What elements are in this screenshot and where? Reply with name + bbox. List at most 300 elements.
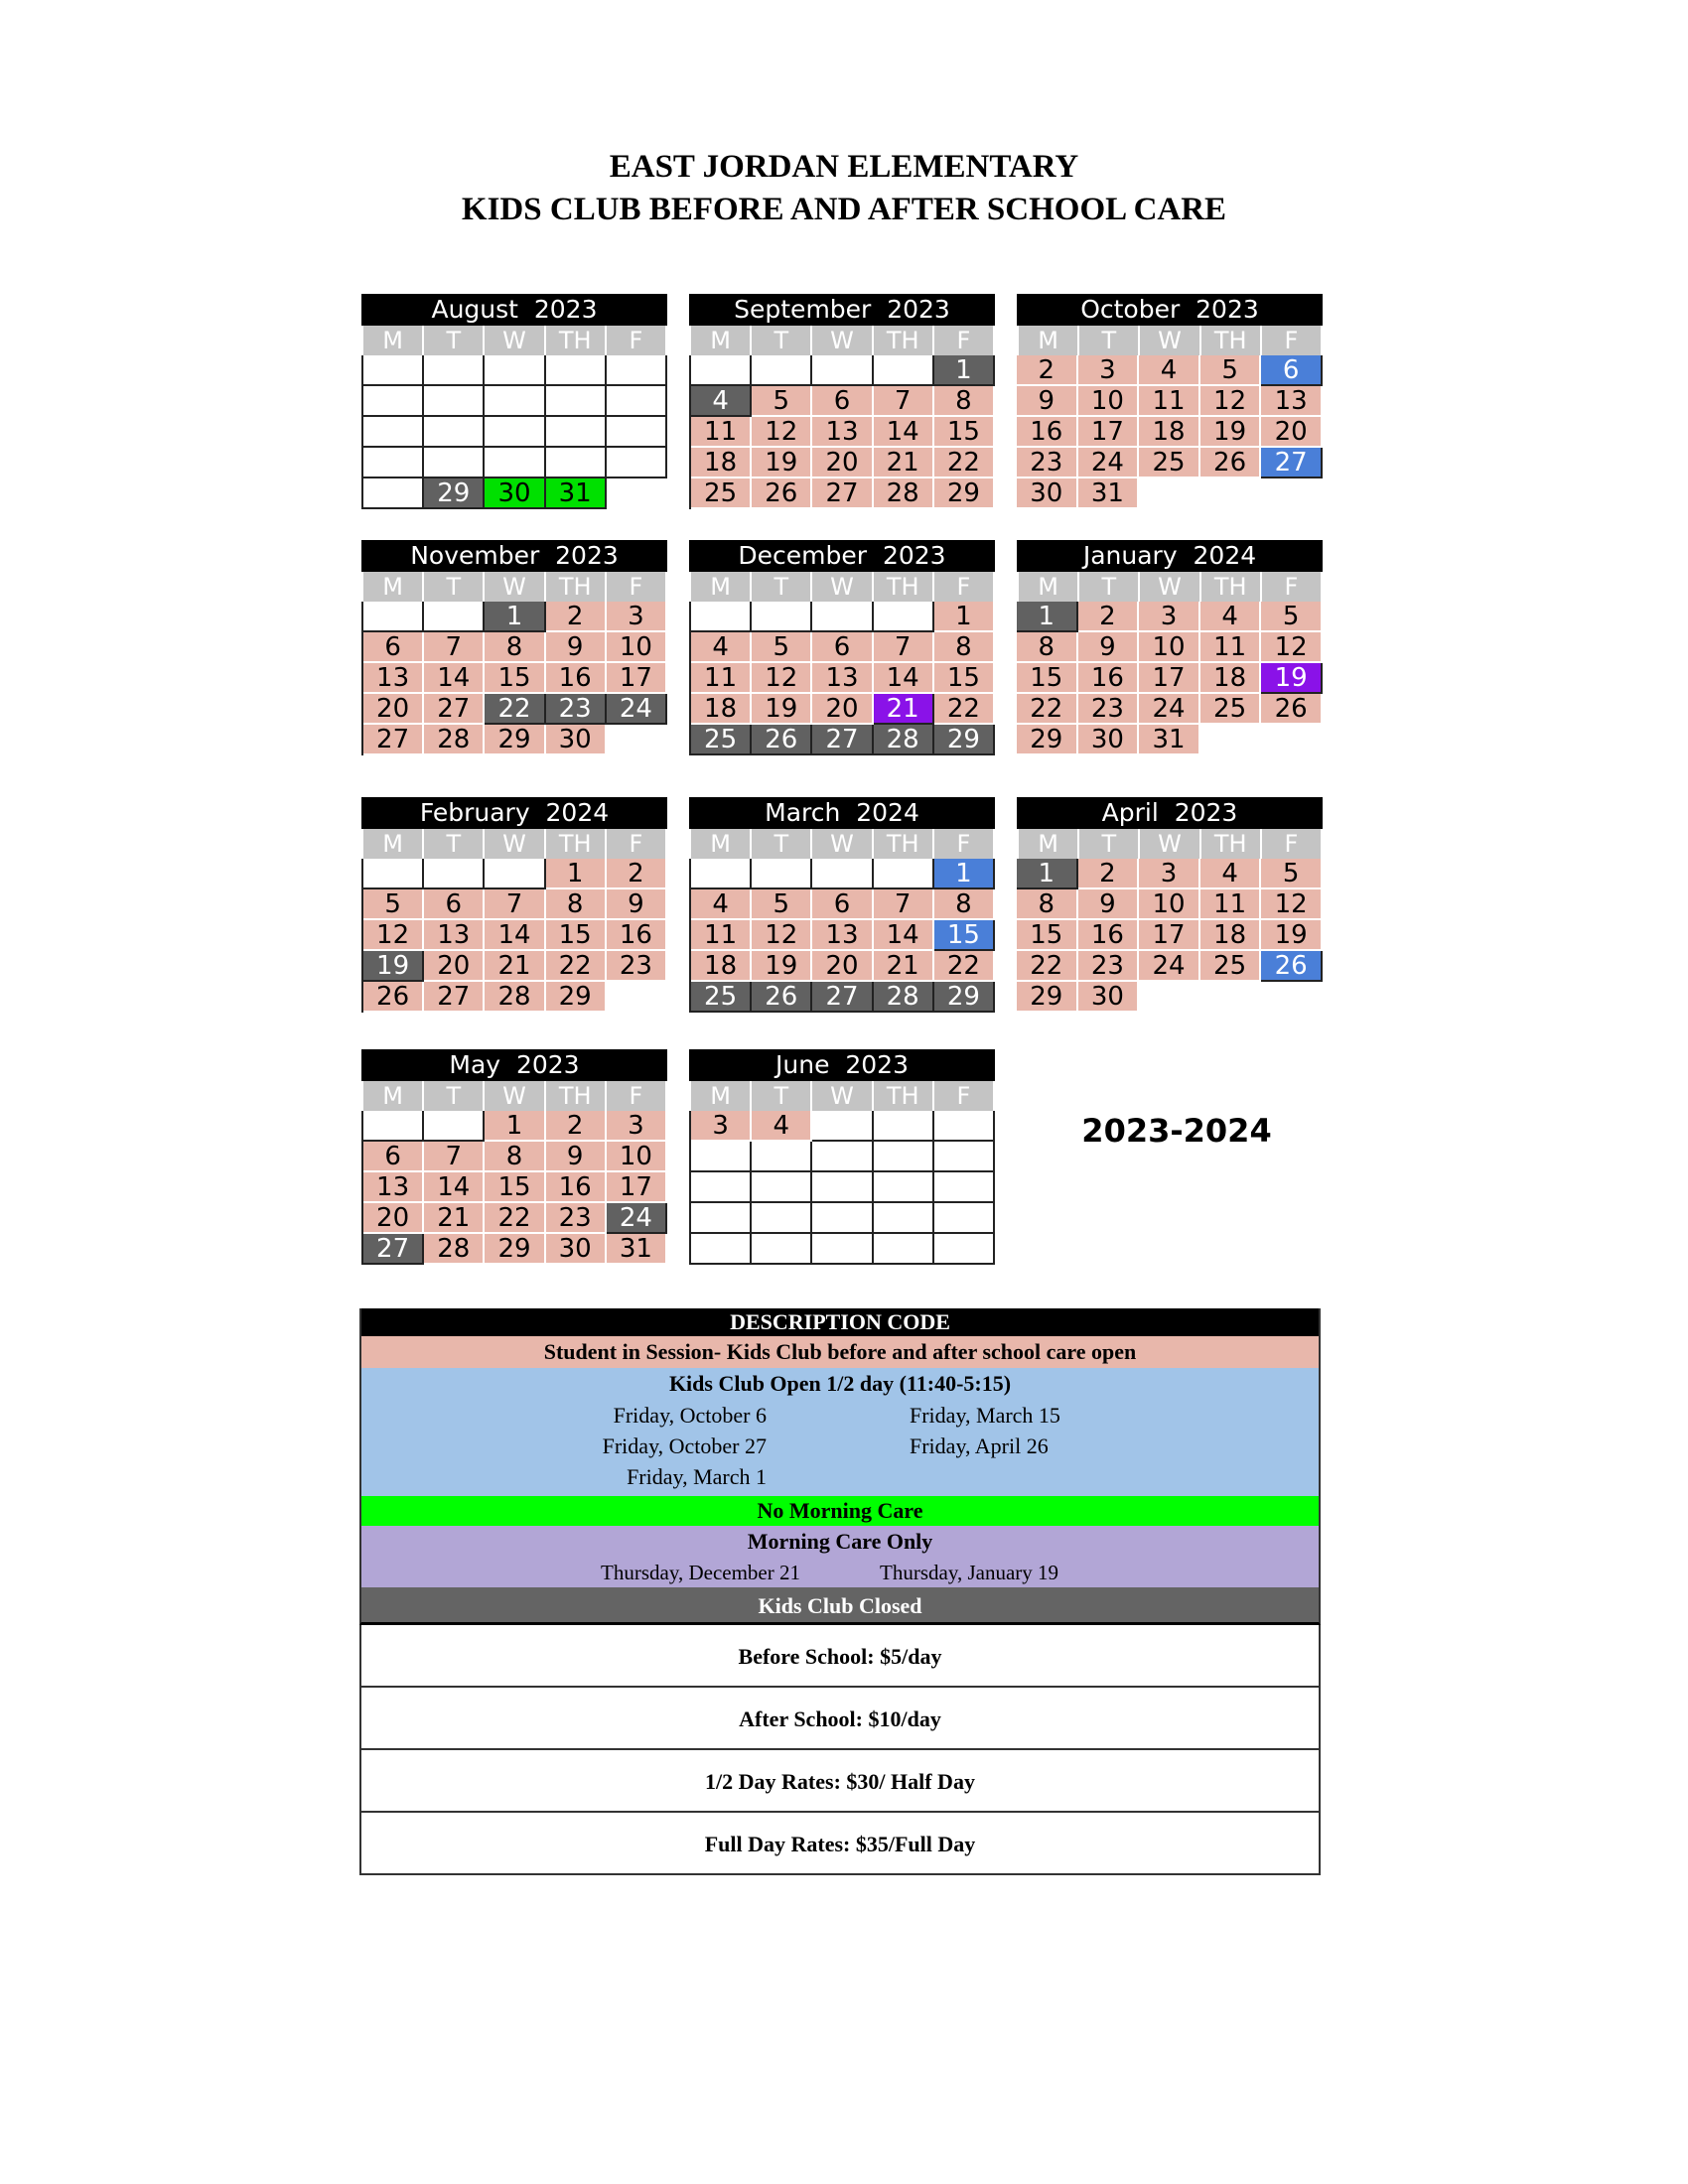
day-cell: 5 (752, 889, 812, 920)
weekday-label: T (424, 1081, 485, 1111)
legend-half-day (359, 1368, 1321, 1496)
day-cell: 14 (424, 663, 485, 694)
day-cell: 20 (812, 694, 873, 725)
empty-day-cell (934, 1172, 995, 1203)
day-cell: 9 (1078, 889, 1140, 920)
day-cell: 10 (1139, 889, 1200, 920)
weekday-label: W (812, 1081, 873, 1111)
day-grid (361, 355, 667, 509)
empty-day-cell (607, 386, 667, 417)
month-title: August 2023 (361, 294, 667, 326)
empty-day-cell (691, 1203, 752, 1234)
weekday-label: M (691, 572, 752, 602)
weekday-label: T (424, 572, 485, 602)
weekday-label: F (934, 829, 995, 859)
day-cell: 20 (363, 1203, 424, 1234)
legend-heading: DESCRIPTION CODE (359, 1308, 1321, 1336)
empty-day-cell (424, 355, 485, 386)
empty-day-cell (546, 417, 607, 448)
day-cell: 16 (1017, 417, 1078, 448)
day-cell: 17 (1139, 920, 1200, 951)
weekday-label: M (1019, 829, 1079, 859)
day-cell: 19 (1261, 920, 1323, 951)
day-cell: 17 (1078, 417, 1140, 448)
day-cell: 7 (424, 1142, 485, 1172)
day-cell: 4 (1139, 355, 1200, 386)
day-cell: 4 (691, 889, 752, 920)
day-cell: 20 (1261, 417, 1323, 448)
month-calendar (361, 797, 667, 1013)
day-cell: 26 (752, 982, 812, 1013)
empty-day-cell (752, 1234, 812, 1265)
half-day-date: Friday, October 27 (602, 1433, 767, 1458)
empty-day-cell (546, 355, 607, 386)
weekday-label: F (1262, 572, 1323, 602)
day-cell: 2 (1078, 602, 1140, 632)
empty-day-cell (363, 417, 424, 448)
half-day-date: Friday, March 15 (910, 1403, 1060, 1428)
day-cell: 16 (607, 920, 667, 951)
empty-day-cell (691, 1172, 752, 1203)
day-cell: 10 (607, 1142, 667, 1172)
weekday-label: T (1079, 572, 1140, 602)
day-cell: 15 (1017, 920, 1078, 951)
month-title: October 2023 (1017, 294, 1323, 326)
day-cell: 4 (691, 386, 752, 417)
day-cell: 29 (485, 725, 545, 755)
day-cell: 30 (546, 725, 607, 755)
day-cell: 19 (752, 951, 812, 982)
day-cell: 4 (752, 1111, 812, 1142)
day-cell: 6 (1261, 355, 1323, 386)
day-cell: 29 (934, 478, 995, 509)
day-cell: 28 (874, 982, 934, 1013)
day-cell: 17 (607, 663, 667, 694)
day-cell: 21 (874, 694, 934, 725)
day-cell: 3 (1139, 602, 1200, 632)
day-cell: 6 (363, 1142, 424, 1172)
blank-cell (607, 725, 667, 755)
day-cell: 5 (1261, 602, 1323, 632)
day-cell: 23 (1078, 951, 1140, 982)
day-grid (689, 355, 995, 509)
month-calendar (1017, 540, 1323, 755)
day-cell: 13 (363, 1172, 424, 1203)
empty-day-cell (752, 355, 812, 386)
empty-day-cell (752, 1203, 812, 1234)
weekday-label: TH (546, 326, 607, 355)
day-cell: 26 (752, 725, 812, 755)
month-calendar (361, 294, 667, 509)
day-cell: 12 (752, 920, 812, 951)
empty-day-cell (485, 355, 545, 386)
empty-day-cell (424, 859, 485, 889)
day-cell: 26 (363, 982, 424, 1013)
weekday-label: W (1140, 829, 1200, 859)
empty-day-cell (607, 417, 667, 448)
legend-half-day-dates (361, 1400, 1319, 1496)
day-cell: 17 (1139, 663, 1200, 694)
empty-day-cell (546, 386, 607, 417)
weekday-label: TH (874, 1081, 934, 1111)
weekday-label: T (424, 829, 485, 859)
empty-day-cell (607, 448, 667, 478)
day-cell: 9 (546, 1142, 607, 1172)
day-cell: 20 (812, 951, 873, 982)
day-cell: 11 (691, 417, 752, 448)
day-cell: 7 (424, 632, 485, 663)
empty-day-cell (691, 602, 752, 632)
day-cell: 23 (1078, 694, 1140, 725)
empty-day-cell (691, 1142, 752, 1172)
weekday-label: T (752, 1081, 812, 1111)
month-title: November 2023 (361, 540, 667, 572)
day-cell: 28 (874, 725, 934, 755)
school-name: EAST JORDAN ELEMENTARY (609, 149, 1079, 185)
day-cell: 24 (1078, 448, 1140, 478)
day-cell: 29 (424, 478, 485, 509)
weekday-label: TH (1201, 326, 1262, 355)
day-cell: 2 (1017, 355, 1078, 386)
blank-cell (1139, 478, 1200, 509)
day-cell: 27 (812, 478, 873, 509)
day-cell: 15 (934, 920, 995, 951)
weekday-label: F (607, 1081, 667, 1111)
day-cell: 8 (1017, 632, 1078, 663)
empty-day-cell (424, 448, 485, 478)
empty-day-cell (752, 1172, 812, 1203)
day-cell: 25 (1200, 951, 1262, 982)
weekday-header (689, 572, 995, 602)
weekday-label: F (934, 572, 995, 602)
day-cell: 22 (934, 694, 995, 725)
day-cell: 3 (1139, 859, 1200, 889)
empty-day-cell (485, 859, 545, 889)
legend-morning-only-title: Morning Care Only (747, 1529, 933, 1554)
day-cell: 6 (363, 632, 424, 663)
legend-no-morning-care: No Morning Care (359, 1496, 1321, 1526)
day-cell: 22 (546, 951, 607, 982)
day-grid (361, 602, 667, 755)
day-cell: 15 (485, 663, 545, 694)
weekday-label: M (691, 829, 752, 859)
day-cell: 29 (934, 982, 995, 1013)
weekday-header (361, 1081, 667, 1111)
weekday-label: T (1079, 326, 1140, 355)
rate-half-day: 1/2 Day Rates: $30/ Half Day (359, 1750, 1321, 1813)
half-day-date: Friday, March 1 (627, 1464, 767, 1489)
day-cell: 30 (1078, 982, 1140, 1013)
day-cell: 13 (1261, 386, 1323, 417)
day-cell: 23 (546, 1203, 607, 1234)
day-cell: 30 (485, 478, 545, 509)
weekday-label: W (812, 326, 873, 355)
rate-full-day: Full Day Rates: $35/Full Day (359, 1813, 1321, 1875)
day-cell: 22 (1017, 694, 1078, 725)
weekday-label: F (1262, 326, 1323, 355)
day-cell: 1 (934, 602, 995, 632)
day-cell: 31 (1139, 725, 1200, 755)
day-cell: 25 (691, 725, 752, 755)
day-cell: 9 (546, 632, 607, 663)
day-cell: 15 (485, 1172, 545, 1203)
empty-day-cell (874, 602, 934, 632)
day-cell: 25 (691, 982, 752, 1013)
day-cell: 22 (485, 1203, 545, 1234)
day-cell: 20 (424, 951, 485, 982)
weekday-label: M (363, 326, 424, 355)
weekday-header (361, 326, 667, 355)
day-cell: 21 (424, 1203, 485, 1234)
day-cell: 26 (752, 478, 812, 509)
day-cell: 3 (1078, 355, 1140, 386)
day-cell: 21 (874, 951, 934, 982)
legend-morning-only (359, 1526, 1321, 1587)
day-cell: 8 (934, 889, 995, 920)
day-cell: 22 (485, 694, 545, 725)
day-cell: 9 (1017, 386, 1078, 417)
day-cell: 30 (1078, 725, 1140, 755)
day-cell: 1 (485, 602, 545, 632)
weekday-label: TH (1201, 829, 1262, 859)
weekday-label: F (934, 1081, 995, 1111)
empty-day-cell (363, 386, 424, 417)
day-cell: 4 (691, 632, 752, 663)
empty-day-cell (424, 602, 485, 632)
day-cell: 14 (424, 1172, 485, 1203)
day-cell: 22 (934, 448, 995, 478)
day-cell: 27 (1261, 448, 1323, 478)
legend-morning-only-dates (361, 1558, 1319, 1587)
month-title: June 2023 (689, 1049, 995, 1081)
empty-day-cell (752, 602, 812, 632)
empty-day-cell (363, 859, 424, 889)
day-cell: 1 (485, 1111, 545, 1142)
month-calendar (361, 1049, 667, 1265)
day-cell: 20 (812, 448, 873, 478)
day-cell: 4 (1200, 859, 1262, 889)
weekday-label: W (485, 326, 545, 355)
day-cell: 6 (812, 632, 873, 663)
day-cell: 28 (485, 982, 545, 1013)
empty-day-cell (934, 1203, 995, 1234)
day-grid (1017, 859, 1323, 1013)
day-cell: 7 (485, 889, 545, 920)
day-cell: 19 (752, 694, 812, 725)
day-cell: 5 (363, 889, 424, 920)
weekday-header (361, 572, 667, 602)
day-cell: 28 (874, 478, 934, 509)
day-cell: 8 (485, 632, 545, 663)
weekday-label: W (485, 829, 545, 859)
day-cell: 13 (812, 417, 873, 448)
empty-day-cell (363, 602, 424, 632)
weekday-label: TH (1201, 572, 1262, 602)
day-cell: 7 (874, 386, 934, 417)
morning-only-date: Thursday, December 21 (601, 1561, 800, 1584)
blank-cell (1261, 478, 1323, 509)
day-cell: 13 (424, 920, 485, 951)
weekday-label: M (363, 829, 424, 859)
empty-day-cell (812, 1203, 873, 1234)
blank-cell (1261, 725, 1323, 755)
empty-day-cell (812, 1111, 873, 1142)
weekday-label: W (485, 1081, 545, 1111)
day-cell: 10 (1078, 386, 1140, 417)
day-cell: 29 (1017, 725, 1078, 755)
weekday-label: F (607, 572, 667, 602)
day-grid (689, 602, 995, 755)
day-cell: 10 (607, 632, 667, 663)
weekday-label: TH (874, 829, 934, 859)
month-title: April 2023 (1017, 797, 1323, 829)
day-cell: 13 (812, 920, 873, 951)
day-cell: 8 (485, 1142, 545, 1172)
day-cell: 29 (1017, 982, 1078, 1013)
day-grid (361, 1111, 667, 1265)
weekday-label: F (934, 326, 995, 355)
day-cell: 27 (424, 982, 485, 1013)
day-cell: 1 (934, 355, 995, 386)
month-calendar (689, 540, 995, 755)
empty-day-cell (363, 448, 424, 478)
weekday-label: M (1019, 572, 1079, 602)
weekday-label: F (607, 829, 667, 859)
day-cell: 11 (1139, 386, 1200, 417)
empty-day-cell (424, 386, 485, 417)
day-cell: 25 (1139, 448, 1200, 478)
empty-day-cell (874, 1203, 934, 1234)
day-cell: 15 (934, 417, 995, 448)
day-cell: 9 (1078, 632, 1140, 663)
empty-day-cell (812, 355, 873, 386)
day-cell: 18 (1139, 417, 1200, 448)
weekday-header (689, 1081, 995, 1111)
empty-day-cell (874, 1111, 934, 1142)
empty-day-cell (812, 859, 873, 889)
empty-day-cell (691, 859, 752, 889)
program-title: KIDS CLUB BEFORE AND AFTER SCHOOL CARE (461, 192, 1227, 227)
month-title: February 2024 (361, 797, 667, 829)
day-cell: 8 (934, 632, 995, 663)
day-cell: 7 (874, 632, 934, 663)
day-cell: 28 (424, 725, 485, 755)
empty-day-cell (607, 355, 667, 386)
blank-cell (1200, 478, 1262, 509)
day-cell: 8 (934, 386, 995, 417)
legend-session: Student in Session- Kids Club before and after school care open (359, 1336, 1321, 1368)
blank-cell (1139, 982, 1200, 1013)
weekday-label: T (1079, 829, 1140, 859)
day-grid (689, 859, 995, 1013)
day-cell: 24 (1139, 694, 1200, 725)
day-cell: 29 (485, 1234, 545, 1265)
weekday-label: M (363, 572, 424, 602)
empty-day-cell (485, 386, 545, 417)
day-cell: 11 (1200, 889, 1262, 920)
weekday-label: M (1019, 326, 1079, 355)
day-cell: 3 (607, 1111, 667, 1142)
day-cell: 28 (424, 1234, 485, 1265)
weekday-label: T (752, 326, 812, 355)
day-cell: 3 (691, 1111, 752, 1142)
weekday-label: W (812, 572, 873, 602)
blank-cell (1200, 725, 1262, 755)
day-cell: 26 (1261, 951, 1323, 982)
day-cell: 5 (752, 632, 812, 663)
weekday-header (689, 829, 995, 859)
day-cell: 5 (1200, 355, 1262, 386)
weekday-label: M (691, 326, 752, 355)
weekday-label: M (363, 1081, 424, 1111)
day-cell: 19 (752, 448, 812, 478)
empty-day-cell (424, 417, 485, 448)
weekday-label: W (1140, 572, 1200, 602)
day-cell: 10 (1139, 632, 1200, 663)
day-cell: 25 (691, 478, 752, 509)
day-cell: 18 (691, 951, 752, 982)
day-cell: 1 (546, 859, 607, 889)
blank-cell (607, 478, 667, 509)
day-cell: 16 (546, 1172, 607, 1203)
day-grid (1017, 602, 1323, 755)
day-cell: 24 (1139, 951, 1200, 982)
weekday-label: F (1262, 829, 1323, 859)
day-cell: 19 (1261, 663, 1323, 694)
month-title: March 2024 (689, 797, 995, 829)
month-calendar (689, 294, 995, 509)
day-cell: 23 (607, 951, 667, 982)
description-code-legend (359, 1308, 1321, 1875)
day-cell: 12 (752, 417, 812, 448)
day-cell: 14 (874, 663, 934, 694)
day-cell: 16 (1078, 920, 1140, 951)
empty-day-cell (752, 859, 812, 889)
day-cell: 18 (691, 448, 752, 478)
day-grid (689, 1111, 995, 1265)
day-cell: 2 (546, 602, 607, 632)
month-title: January 2024 (1017, 540, 1323, 572)
day-cell: 1 (1017, 602, 1078, 632)
day-cell: 21 (874, 448, 934, 478)
empty-day-cell (874, 859, 934, 889)
day-cell: 12 (363, 920, 424, 951)
weekday-label: TH (874, 572, 934, 602)
day-cell: 13 (363, 663, 424, 694)
empty-day-cell (874, 355, 934, 386)
day-cell: 4 (1200, 602, 1262, 632)
day-cell: 15 (934, 663, 995, 694)
day-cell: 8 (546, 889, 607, 920)
day-cell: 27 (812, 725, 873, 755)
day-cell: 22 (1017, 951, 1078, 982)
day-cell: 31 (607, 1234, 667, 1265)
day-cell: 9 (607, 889, 667, 920)
day-cell: 22 (934, 951, 995, 982)
weekday-label: W (812, 829, 873, 859)
day-cell: 13 (812, 663, 873, 694)
month-title: September 2023 (689, 294, 995, 326)
weekday-label: F (607, 326, 667, 355)
day-cell: 6 (812, 889, 873, 920)
weekday-header (1017, 829, 1323, 859)
day-cell: 7 (874, 889, 934, 920)
day-cell: 11 (691, 920, 752, 951)
day-cell: 23 (1017, 448, 1078, 478)
day-cell: 12 (752, 663, 812, 694)
empty-day-cell (546, 448, 607, 478)
day-cell: 5 (752, 386, 812, 417)
